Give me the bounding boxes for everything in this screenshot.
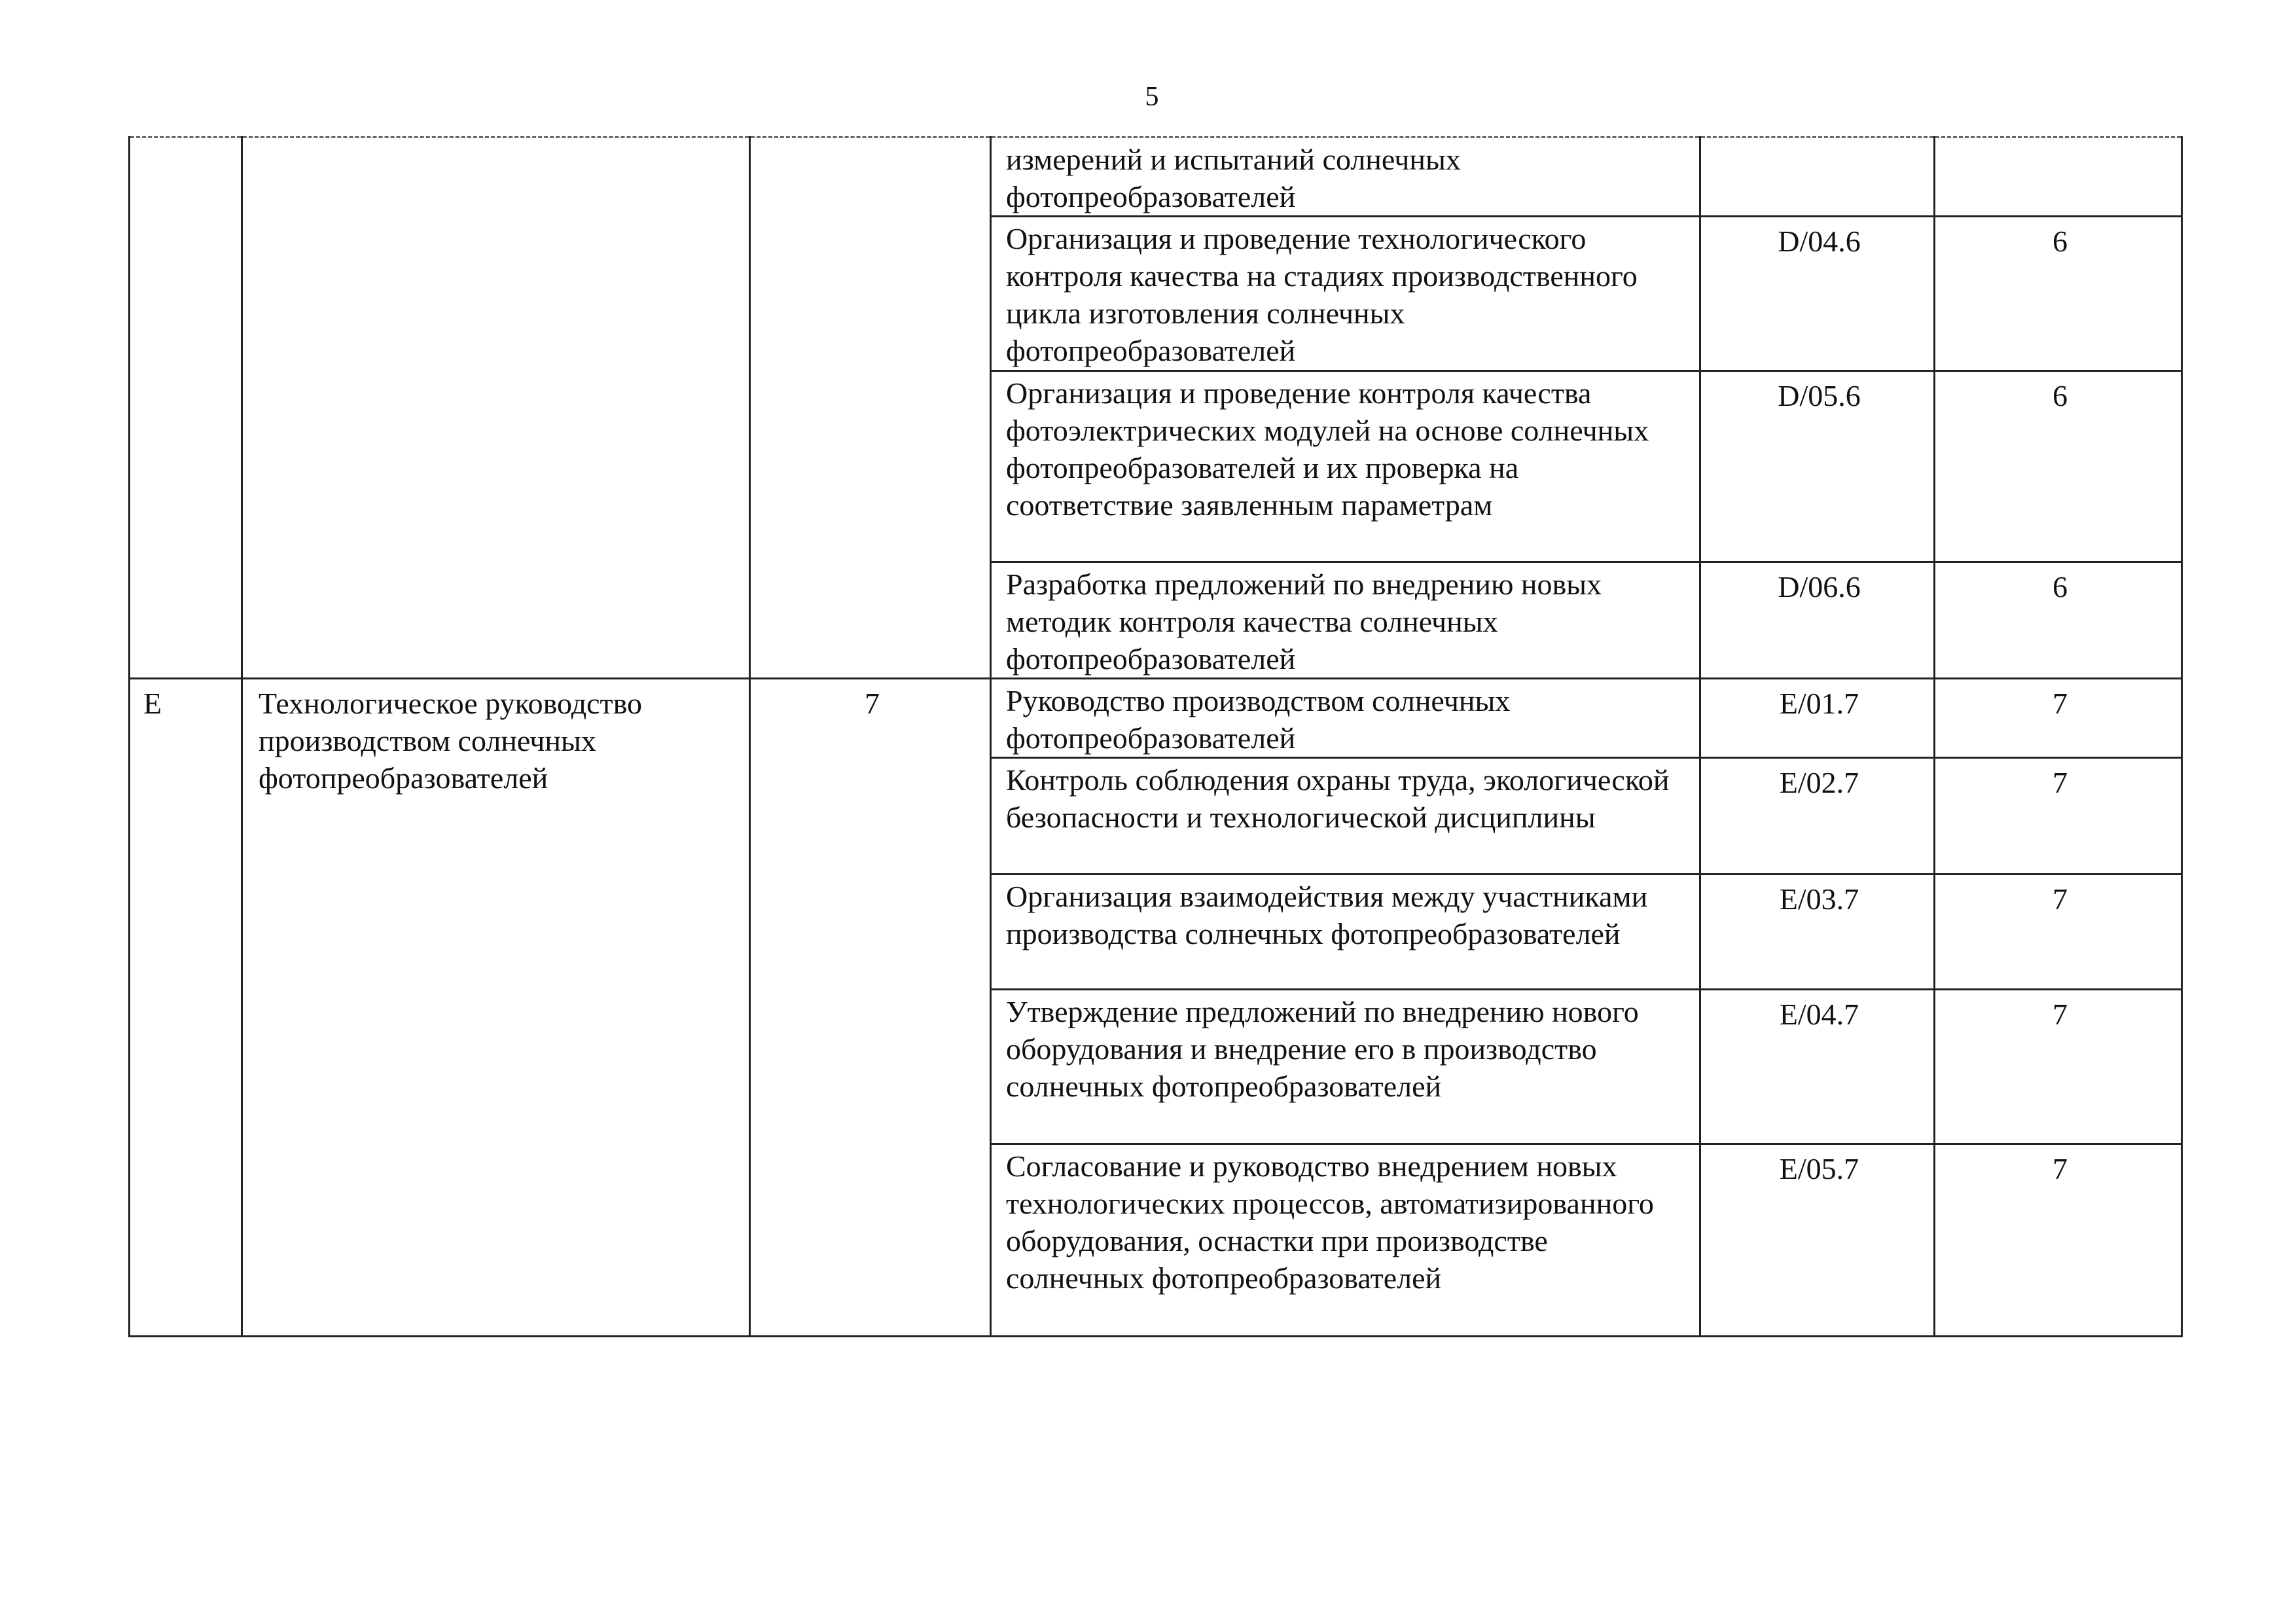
function-level: 7 [1935, 679, 2182, 758]
function-code: E/02.7 [1700, 758, 1935, 875]
function-name: Организация взаимодействия между участниками производства солнечных фотопреобразователей [991, 875, 1700, 990]
table-row [130, 679, 2182, 758]
function-name: Организация и проведение технологического контроля качества на стадиях производственного цикла изготовления солнечных фотопреобразователей [991, 217, 1700, 371]
function-name: Утверждение предложений по внедрению нового оборудования и внедрение его в производство солнечных фотопреобразователей [991, 990, 1700, 1144]
function-code: E/05.7 [1700, 1144, 1935, 1337]
gen-function-name-cell [242, 137, 750, 679]
function-name: Согласование и руководство внедрением новых технологических процессов, автоматизированного оборудования, оснастки при производстве солнечных фотопреобразователей [991, 1144, 1700, 1337]
function-name: Организация и проведение контроля качества фотоэлектрических модулей на основе солнечных фотопреобразователей и их проверка на соответствие заявленным параметрам [991, 371, 1700, 562]
gen-function-level: 7 [750, 679, 991, 1337]
function-level [1935, 137, 2182, 217]
function-name: Разработка предложений по внедрению новых методик контроля качества солнечных фотопреобразователей [991, 562, 1700, 679]
function-name: Руководство производством солнечных фотопреобразователей [991, 679, 1700, 758]
function-level: 6 [1935, 371, 2182, 562]
function-level: 6 [1935, 217, 2182, 371]
function-level: 7 [1935, 758, 2182, 875]
function-level: 6 [1935, 562, 2182, 679]
page-number: 5 [1145, 82, 1159, 112]
function-code: D/04.6 [1700, 217, 1935, 371]
function-code: E/01.7 [1700, 679, 1935, 758]
gen-function-letter: E [130, 679, 242, 1337]
function-code: E/04.7 [1700, 990, 1935, 1144]
function-name: измерений и испытаний солнечных фотопреобразователей [991, 137, 1700, 217]
function-code: D/05.6 [1700, 371, 1935, 562]
function-level: 7 [1935, 990, 2182, 1144]
table-row [130, 137, 2182, 217]
gen-function-letter-cell [130, 137, 242, 679]
functions-table [128, 136, 2183, 1337]
function-code: E/03.7 [1700, 875, 1935, 990]
gen-function-level-cell [750, 137, 991, 679]
gen-function-name: Технологическое руководство производством солнечных фотопреобразователей [242, 679, 750, 1337]
function-code [1700, 137, 1935, 217]
function-name: Контроль соблюдения охраны труда, экологической безопасности и технологической дисциплины [991, 758, 1700, 875]
function-level: 7 [1935, 875, 2182, 990]
function-code: D/06.6 [1700, 562, 1935, 679]
function-level: 7 [1935, 1144, 2182, 1337]
